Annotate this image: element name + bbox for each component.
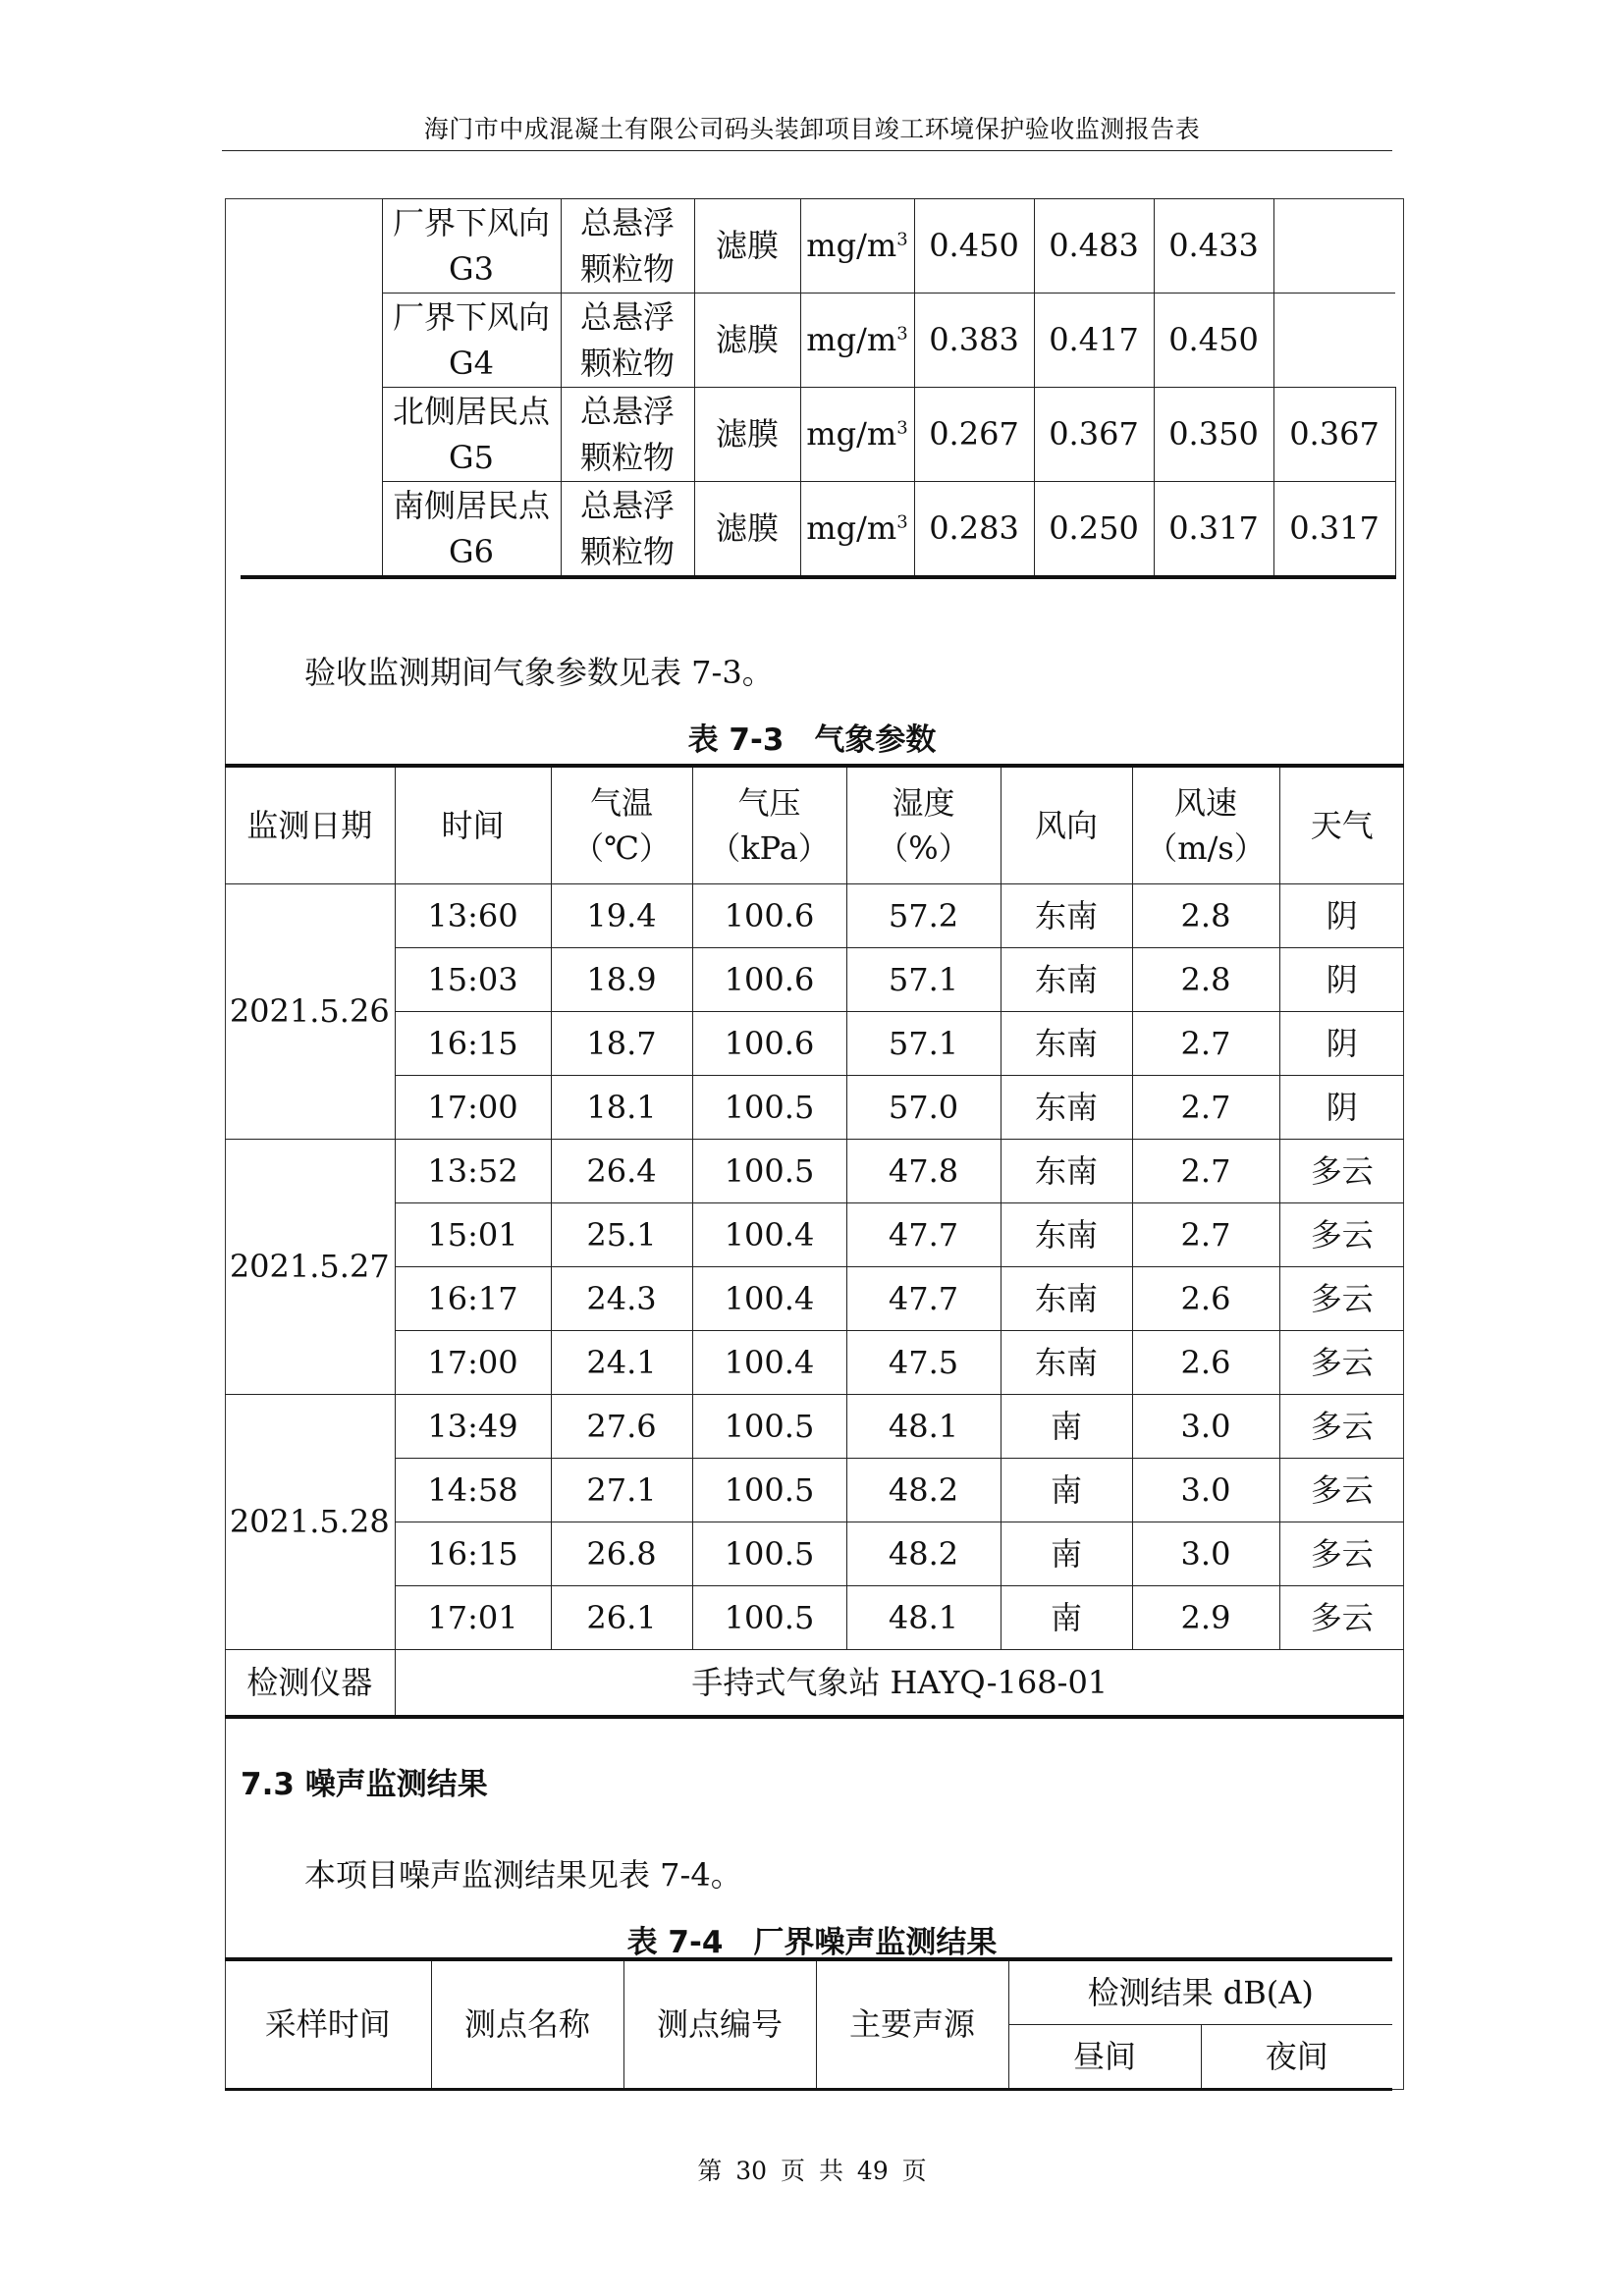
weather-row bbox=[225, 1459, 1404, 1522]
tsp-value-cell: 0.450 bbox=[914, 199, 1034, 294]
weather-pressure-cell: 100.6 bbox=[692, 948, 846, 1012]
tsp-row bbox=[241, 388, 1395, 482]
weather-time-cell: 16:15 bbox=[395, 1522, 551, 1586]
header-pressure bbox=[692, 766, 846, 884]
tsp-item-line2: 颗粒物 bbox=[579, 344, 675, 382]
tsp-value-cell: 0.367 bbox=[1034, 388, 1154, 482]
weather-humidity-cell: 57.1 bbox=[846, 948, 1001, 1012]
weather-table bbox=[225, 764, 1404, 1719]
tsp-item-line1: 总悬浮 bbox=[579, 487, 675, 525]
weather-row bbox=[225, 1331, 1404, 1395]
weather-speed-cell: 3.0 bbox=[1132, 1459, 1279, 1522]
weather-row bbox=[225, 1267, 1404, 1331]
weather-condition-cell: 多云 bbox=[1279, 1203, 1404, 1267]
weather-speed-cell: 2.6 bbox=[1132, 1331, 1279, 1395]
tsp-value-cell: 0.433 bbox=[1154, 199, 1273, 294]
weather-pressure-cell: 100.5 bbox=[692, 1586, 846, 1650]
weather-direction-cell: 东南 bbox=[1001, 1012, 1132, 1076]
weather-time-cell: 17:00 bbox=[395, 1076, 551, 1140]
tsp-point-code: G6 bbox=[449, 532, 494, 570]
tsp-method-cell: 滤膜 bbox=[694, 199, 800, 294]
header-temp-unit: （℃） bbox=[572, 829, 671, 867]
noise-header-point-name: 测点名称 bbox=[431, 1959, 623, 2090]
weather-condition-cell: 多云 bbox=[1279, 1140, 1404, 1203]
header-humidity bbox=[846, 766, 1001, 884]
weather-temp-cell: 26.4 bbox=[551, 1140, 692, 1203]
weather-speed-cell: 2.8 bbox=[1132, 884, 1279, 948]
weather-temp-cell: 19.4 bbox=[551, 884, 692, 948]
weather-row bbox=[225, 1203, 1404, 1267]
tsp-point-name: 厂界下风向 bbox=[392, 204, 550, 242]
noise-header-night: 夜间 bbox=[1201, 2025, 1392, 2090]
weather-time-cell: 17:00 bbox=[395, 1331, 551, 1395]
weather-time-cell: 15:03 bbox=[395, 948, 551, 1012]
tsp-point-cell bbox=[382, 388, 561, 482]
tsp-category-cell bbox=[241, 199, 382, 294]
noise-header-time: 采样时间 bbox=[225, 1959, 431, 2090]
weather-pressure-cell: 100.5 bbox=[692, 1459, 846, 1522]
weather-humidity-cell: 57.1 bbox=[846, 1012, 1001, 1076]
weather-temp-cell: 26.8 bbox=[551, 1522, 692, 1586]
page-footer: 第 30 页 共 49 页 bbox=[697, 2157, 927, 2185]
tsp-unit-exponent: 3 bbox=[896, 323, 908, 345]
tsp-value-cell: 0.250 bbox=[1034, 482, 1154, 578]
weather-speed-cell: 2.6 bbox=[1132, 1267, 1279, 1331]
weather-pressure-cell: 100.5 bbox=[692, 1076, 846, 1140]
page-header-title: 海门市中成混凝土有限公司码头装卸项目竣工环境保护验收监测报告表 bbox=[423, 115, 1201, 143]
weather-time-cell: 13:49 bbox=[395, 1395, 551, 1459]
header-temp-label: 气温 bbox=[589, 783, 653, 822]
weather-time-cell: 13:52 bbox=[395, 1140, 551, 1203]
weather-direction-cell: 东南 bbox=[1001, 884, 1132, 948]
weather-row bbox=[225, 1522, 1404, 1586]
header-weather: 天气 bbox=[1279, 766, 1404, 884]
weather-direction-cell: 东南 bbox=[1001, 1331, 1132, 1395]
tsp-item-cell bbox=[561, 199, 694, 294]
weather-condition-cell: 多云 bbox=[1279, 1331, 1404, 1395]
paragraph-weather-ref: 验收监测期间气象参数见表 7-3。 bbox=[304, 654, 774, 691]
tsp-item-line1: 总悬浮 bbox=[579, 204, 675, 242]
tsp-category-cell bbox=[241, 294, 382, 388]
weather-speed-cell: 2.9 bbox=[1132, 1586, 1279, 1650]
weather-humidity-cell: 48.2 bbox=[846, 1522, 1001, 1586]
noise-header-point-code: 测点编号 bbox=[623, 1959, 816, 2090]
weather-humidity-cell: 48.2 bbox=[846, 1459, 1001, 1522]
tsp-category-cell bbox=[241, 388, 382, 482]
tsp-unit-cell bbox=[800, 388, 914, 482]
header-divider bbox=[222, 150, 1392, 151]
weather-date-cell: 2021.5.26 bbox=[225, 884, 395, 1140]
tsp-point-cell bbox=[382, 482, 561, 578]
weather-pressure-cell: 100.5 bbox=[692, 1140, 846, 1203]
tsp-unit-exponent: 3 bbox=[896, 229, 908, 250]
weather-direction-cell: 南 bbox=[1001, 1459, 1132, 1522]
weather-row bbox=[225, 1012, 1404, 1076]
header-wind-speed bbox=[1132, 766, 1279, 884]
tsp-value-cell: 0.317 bbox=[1154, 482, 1273, 578]
weather-row bbox=[225, 1586, 1404, 1650]
weather-temp-cell: 27.6 bbox=[551, 1395, 692, 1459]
tsp-category-cell bbox=[241, 482, 382, 578]
weather-date-cell: 2021.5.28 bbox=[225, 1395, 395, 1650]
weather-condition-cell: 阴 bbox=[1279, 948, 1404, 1012]
tsp-unit-exponent: 3 bbox=[896, 511, 908, 533]
tsp-unit-cell bbox=[800, 294, 914, 388]
tsp-value-cell: 0.267 bbox=[914, 388, 1034, 482]
tsp-row bbox=[241, 294, 1395, 388]
tsp-row bbox=[241, 482, 1395, 578]
tsp-point-name: 北侧居民点 bbox=[392, 393, 550, 431]
header-date: 监测日期 bbox=[225, 766, 395, 884]
tsp-unit: mg/m bbox=[806, 227, 897, 265]
tsp-item-line1: 总悬浮 bbox=[579, 393, 675, 431]
weather-row bbox=[225, 1140, 1404, 1203]
weather-direction-cell: 南 bbox=[1001, 1522, 1132, 1586]
weather-temp-cell: 18.1 bbox=[551, 1076, 692, 1140]
weather-temp-cell: 24.1 bbox=[551, 1331, 692, 1395]
noise-header-result: 检测结果 dB(A) bbox=[1008, 1959, 1392, 2025]
tsp-item-cell bbox=[561, 294, 694, 388]
header-humidity-unit: （%） bbox=[877, 829, 970, 867]
weather-direction-cell: 东南 bbox=[1001, 1076, 1132, 1140]
tsp-unit: mg/m bbox=[806, 509, 897, 548]
tsp-point-code: G5 bbox=[449, 438, 494, 476]
tsp-unit: mg/m bbox=[806, 321, 897, 359]
tsp-value-cell: 0.450 bbox=[1154, 294, 1273, 388]
instrument-label: 检测仪器 bbox=[225, 1650, 395, 1718]
tsp-value-cell: 0.350 bbox=[1154, 388, 1273, 482]
weather-direction-cell: 南 bbox=[1001, 1395, 1132, 1459]
weather-condition-cell: 阴 bbox=[1279, 884, 1404, 948]
noise-header-day: 昼间 bbox=[1008, 2025, 1201, 2090]
weather-time-cell: 15:01 bbox=[395, 1203, 551, 1267]
weather-speed-cell: 2.7 bbox=[1132, 1203, 1279, 1267]
tsp-point-cell bbox=[382, 294, 561, 388]
tsp-value-cell: 0.283 bbox=[914, 482, 1034, 578]
weather-condition-cell: 多云 bbox=[1279, 1267, 1404, 1331]
tsp-point-name: 厂界下风向 bbox=[392, 298, 550, 337]
header-pressure-unit: （kPa） bbox=[709, 829, 830, 867]
weather-time-cell: 14:58 bbox=[395, 1459, 551, 1522]
weather-row bbox=[225, 884, 1404, 948]
instrument-value: 手持式气象站 HAYQ-168-01 bbox=[395, 1650, 1404, 1718]
tsp-item-line2: 颗粒物 bbox=[579, 438, 675, 476]
weather-direction-cell: 东南 bbox=[1001, 1267, 1132, 1331]
tsp-method-cell: 滤膜 bbox=[694, 482, 800, 578]
weather-humidity-cell: 48.1 bbox=[846, 1395, 1001, 1459]
weather-pressure-cell: 100.5 bbox=[692, 1395, 846, 1459]
weather-pressure-cell: 100.4 bbox=[692, 1331, 846, 1395]
tsp-item-cell bbox=[561, 388, 694, 482]
weather-time-cell: 16:15 bbox=[395, 1012, 551, 1076]
weather-condition-cell: 阴 bbox=[1279, 1012, 1404, 1076]
section-title-noise: 7.3 噪声监测结果 bbox=[241, 1767, 488, 1802]
tsp-unit-cell bbox=[800, 199, 914, 294]
weather-humidity-cell: 47.8 bbox=[846, 1140, 1001, 1203]
header-humidity-label: 湿度 bbox=[892, 783, 955, 822]
weather-temp-cell: 26.1 bbox=[551, 1586, 692, 1650]
tsp-item-line2: 颗粒物 bbox=[579, 249, 675, 288]
tsp-value-cell: 0.383 bbox=[914, 294, 1034, 388]
header-wind-direction: 风向 bbox=[1001, 766, 1132, 884]
noise-table bbox=[225, 1957, 1392, 2091]
weather-speed-cell: 2.8 bbox=[1132, 948, 1279, 1012]
tsp-method-cell: 滤膜 bbox=[694, 294, 800, 388]
weather-humidity-cell: 47.7 bbox=[846, 1267, 1001, 1331]
noise-header-main-source: 主要声源 bbox=[816, 1959, 1008, 2090]
weather-speed-cell: 3.0 bbox=[1132, 1395, 1279, 1459]
weather-pressure-cell: 100.4 bbox=[692, 1203, 846, 1267]
weather-humidity-cell: 47.5 bbox=[846, 1331, 1001, 1395]
tsp-value-cell: 0.367 bbox=[1273, 388, 1395, 482]
tsp-method-cell: 滤膜 bbox=[694, 388, 800, 482]
weather-direction-cell: 东南 bbox=[1001, 948, 1132, 1012]
header-wind-speed-label: 风速 bbox=[1173, 783, 1237, 822]
tsp-unit: mg/m bbox=[806, 415, 897, 454]
weather-humidity-cell: 48.1 bbox=[846, 1586, 1001, 1650]
noise-header-row-1 bbox=[225, 1959, 1392, 2025]
weather-temp-cell: 18.9 bbox=[551, 948, 692, 1012]
tsp-value-cell: 0.483 bbox=[1034, 199, 1154, 294]
tsp-item-line1: 总悬浮 bbox=[579, 298, 675, 337]
tsp-point-code: G4 bbox=[449, 344, 494, 382]
tsp-point-code: G3 bbox=[449, 249, 494, 288]
tsp-value-cell: 0.317 bbox=[1273, 482, 1395, 578]
weather-humidity-cell: 57.2 bbox=[846, 884, 1001, 948]
table-7-3-caption: 表 7-3 气象参数 bbox=[687, 722, 937, 758]
weather-temp-cell: 18.7 bbox=[551, 1012, 692, 1076]
tsp-value-cell bbox=[1273, 199, 1395, 294]
weather-condition-cell: 多云 bbox=[1279, 1586, 1404, 1650]
weather-speed-cell: 2.7 bbox=[1132, 1076, 1279, 1140]
paragraph-noise-ref: 本项目噪声监测结果见表 7-4。 bbox=[304, 1856, 742, 1894]
weather-pressure-cell: 100.5 bbox=[692, 1522, 846, 1586]
tsp-unit-exponent: 3 bbox=[896, 417, 908, 439]
weather-condition-cell: 多云 bbox=[1279, 1522, 1404, 1586]
weather-direction-cell: 东南 bbox=[1001, 1203, 1132, 1267]
tsp-value-cell bbox=[1273, 294, 1395, 388]
tsp-value-cell: 0.417 bbox=[1034, 294, 1154, 388]
weather-row bbox=[225, 948, 1404, 1012]
weather-instrument-row bbox=[225, 1650, 1404, 1718]
tsp-item-cell bbox=[561, 482, 694, 578]
weather-time-cell: 13:60 bbox=[395, 884, 551, 948]
header-wind-speed-unit: （m/s） bbox=[1146, 829, 1266, 867]
weather-row bbox=[225, 1076, 1404, 1140]
weather-temp-cell: 25.1 bbox=[551, 1203, 692, 1267]
weather-time-cell: 17:01 bbox=[395, 1586, 551, 1650]
weather-humidity-cell: 47.7 bbox=[846, 1203, 1001, 1267]
tsp-item-line2: 颗粒物 bbox=[579, 532, 675, 570]
weather-time-cell: 16:17 bbox=[395, 1267, 551, 1331]
header-pressure-label: 气压 bbox=[737, 783, 801, 822]
weather-speed-cell: 2.7 bbox=[1132, 1140, 1279, 1203]
tsp-unit-cell bbox=[800, 482, 914, 578]
weather-temp-cell: 24.3 bbox=[551, 1267, 692, 1331]
weather-temp-cell: 27.1 bbox=[551, 1459, 692, 1522]
weather-direction-cell: 东南 bbox=[1001, 1140, 1132, 1203]
weather-speed-cell: 3.0 bbox=[1132, 1522, 1279, 1586]
weather-condition-cell: 多云 bbox=[1279, 1395, 1404, 1459]
weather-condition-cell: 阴 bbox=[1279, 1076, 1404, 1140]
weather-humidity-cell: 57.0 bbox=[846, 1076, 1001, 1140]
weather-speed-cell: 2.7 bbox=[1132, 1012, 1279, 1076]
weather-pressure-cell: 100.6 bbox=[692, 1012, 846, 1076]
table-7-4-caption: 表 7-4 厂界噪声监测结果 bbox=[626, 1925, 998, 1960]
tsp-point-cell bbox=[382, 199, 561, 294]
tsp-point-name: 南侧居民点 bbox=[392, 487, 550, 525]
weather-row bbox=[225, 1395, 1404, 1459]
weather-table-header-row bbox=[225, 766, 1404, 884]
header-time: 时间 bbox=[395, 766, 551, 884]
weather-condition-cell: 多云 bbox=[1279, 1459, 1404, 1522]
weather-pressure-cell: 100.6 bbox=[692, 884, 846, 948]
weather-direction-cell: 南 bbox=[1001, 1586, 1132, 1650]
tsp-results-table bbox=[241, 198, 1396, 579]
tsp-row bbox=[241, 199, 1395, 294]
header-temp bbox=[551, 766, 692, 884]
weather-pressure-cell: 100.4 bbox=[692, 1267, 846, 1331]
weather-date-cell: 2021.5.27 bbox=[225, 1140, 395, 1395]
